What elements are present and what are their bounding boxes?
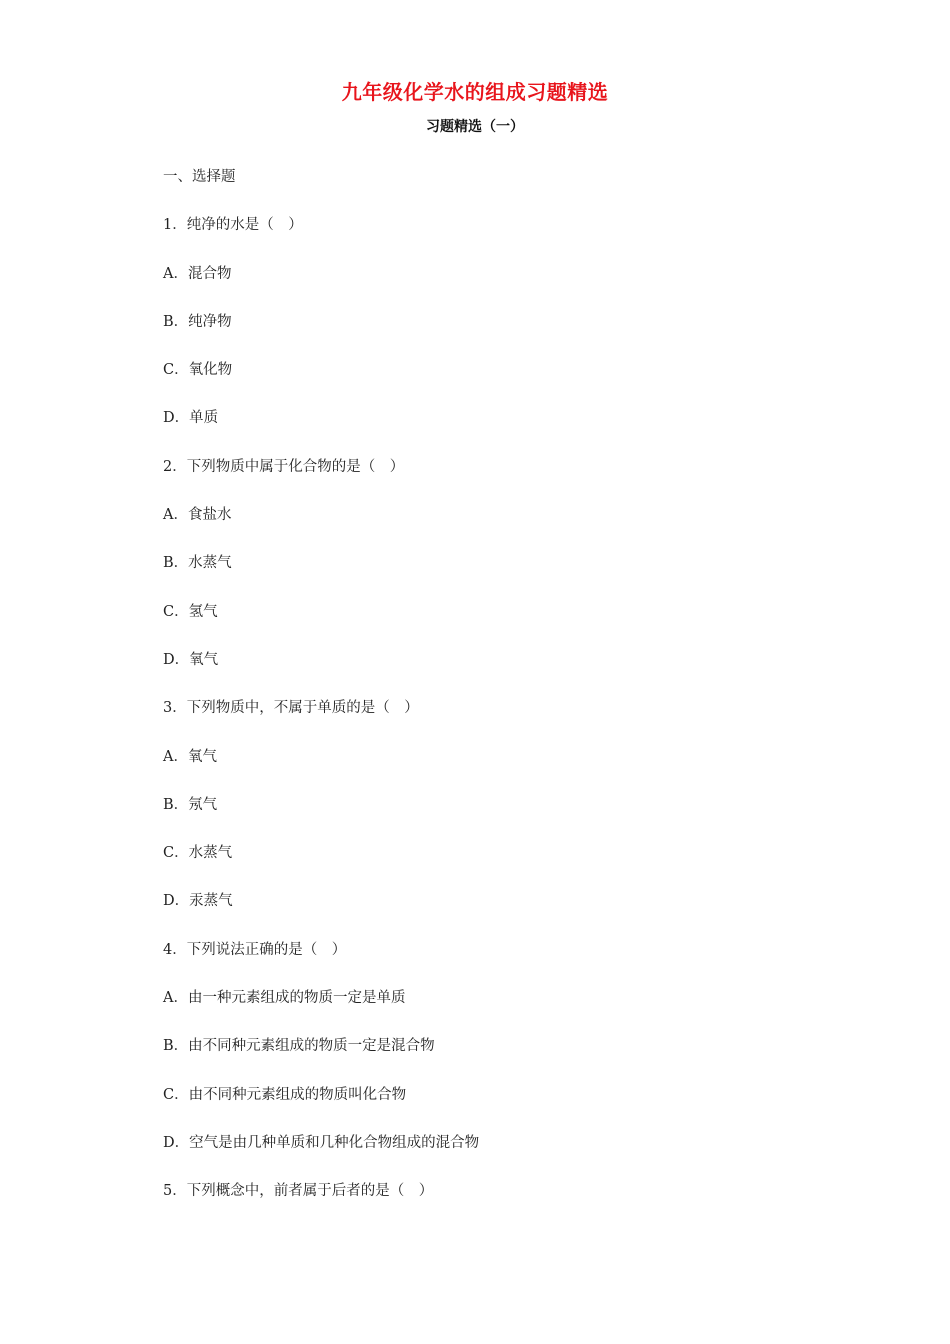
question-2: 2．下列物质中属于化合物的是（ ） bbox=[163, 458, 405, 475]
question-2-option-d: D．氧气 bbox=[163, 651, 219, 668]
question-3: 3．下列物质中，不属于单质的是（ ） bbox=[163, 700, 419, 717]
question-1-option-b: B．纯净物 bbox=[163, 313, 232, 330]
question-2-option-a: A．食盐水 bbox=[163, 507, 232, 524]
question-4-option-c: C．由不同种元素组成的物质叫化合物 bbox=[163, 1086, 407, 1103]
document-title: 九年级化学水的组成习题精选 bbox=[341, 80, 609, 104]
document-subtitle: 习题精选（一） bbox=[426, 119, 524, 135]
question-5: 5．下列概念中，前者属于后者的是（ ） bbox=[163, 1183, 434, 1200]
question-4: 4．下列说法正确的是（ ） bbox=[163, 941, 347, 958]
question-2-option-c: C．氢气 bbox=[163, 603, 218, 620]
question-1: 1．纯净的水是（ ） bbox=[163, 217, 303, 234]
exercise-content bbox=[163, 165, 803, 1228]
question-1-option-a: A．混合物 bbox=[163, 265, 232, 282]
question-3-option-a: A．氧气 bbox=[163, 748, 217, 765]
question-4-option-b: B．由不同种元素组成的物质一定是混合物 bbox=[163, 1038, 435, 1055]
question-3-option-c: C．水蒸气 bbox=[163, 845, 233, 862]
question-3-option-b: B．氖气 bbox=[163, 796, 218, 813]
question-4-option-a: A．由一种元素组成的物质一定是单质 bbox=[163, 990, 406, 1007]
question-1-option-c: C．氧化物 bbox=[163, 362, 233, 379]
question-3-option-d: D．汞蒸气 bbox=[163, 893, 233, 910]
question-1-option-d: D．单质 bbox=[163, 410, 219, 427]
question-4-option-d: D．空气是由几种单质和几种化合物组成的混合物 bbox=[163, 1134, 480, 1151]
question-2-option-b: B．水蒸气 bbox=[163, 555, 232, 572]
section-heading: 一、选择题 bbox=[163, 169, 236, 185]
